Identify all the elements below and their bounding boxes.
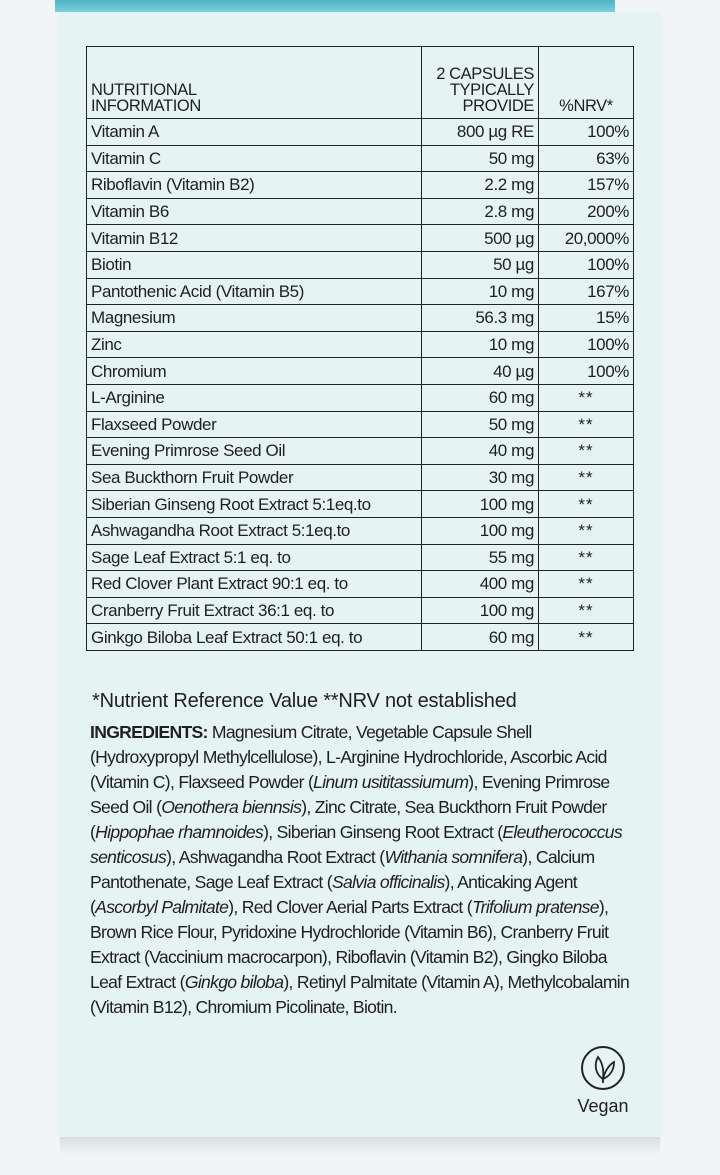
nutrient-name: Zinc [87, 331, 422, 358]
nutrient-nrv: ** [539, 597, 634, 624]
nutrient-name: Ashwagandha Root Extract 5:1eq.to [87, 517, 422, 544]
ingredients-label: INGREDIENTS: [90, 722, 208, 742]
table-row [87, 384, 634, 411]
table-row [87, 198, 634, 225]
nutrient-nrv: ** [539, 491, 634, 518]
nutrient-name: Flaxseed Powder [87, 411, 422, 438]
table-header-row [87, 47, 634, 119]
nutrient-name: Red Clover Plant Extract 90:1 eq. to [87, 571, 422, 598]
nutrient-nrv: ** [539, 517, 634, 544]
ingredient-text: ), Calcium Pantothenate, Sage Leaf Extract ( [90, 847, 595, 892]
nutrient-amount: 800 µg RE [422, 119, 539, 146]
ingredient-text: ), Evening Primrose Seed Oil ( [90, 772, 610, 817]
nutrient-name: Chromium [87, 358, 422, 385]
nutrient-name: Vitamin C [87, 145, 422, 172]
nutrient-nrv: 200% [539, 198, 634, 225]
latin-name: Salvia officinalis [331, 872, 445, 892]
table-row [87, 172, 634, 199]
nutrient-amount: 400 mg [422, 571, 539, 598]
nutrient-nrv: 15% [539, 305, 634, 332]
latin-name: Linum usititassiumum [313, 772, 469, 792]
nutrient-name: Ginkgo Biloba Leaf Extract 50:1 eq. to [87, 624, 422, 651]
table-row [87, 145, 634, 172]
nutrient-amount: 50 mg [422, 411, 539, 438]
nutrition-table [86, 46, 634, 651]
ingredients-list [90, 722, 629, 1017]
table-row [87, 624, 634, 651]
nutrient-name: Magnesium [87, 305, 422, 332]
vegan-badge [568, 1046, 638, 1117]
nutrient-nrv: ** [539, 624, 634, 651]
nutrient-amount: 100 mg [422, 491, 539, 518]
nutrient-name: Biotin [87, 251, 422, 278]
vegan-label: Vegan [577, 1096, 629, 1116]
table-row [87, 225, 634, 252]
ingredient-text: ), Ashwagandha Root Extract ( [166, 847, 385, 867]
panel-shadow [60, 1137, 660, 1155]
ingredient-text: Magnesium Citrate, Vegetable Capsule Shell (Hydroxypropyl Methylcellulose), L-Arginine Hydrochloride, Ascorbic Acid (Vitamin C), Flaxseed Powder ( [90, 722, 607, 792]
table-row [87, 571, 634, 598]
nutrient-nrv: ** [539, 438, 634, 465]
latin-name: Ascorbyl Palmitate [95, 897, 229, 917]
latin-name: Withania somnifera [384, 847, 523, 867]
nutrient-amount: 40 mg [422, 438, 539, 465]
table-row [87, 278, 634, 305]
nutrient-amount: 56.3 mg [422, 305, 539, 332]
latin-name: Hippophae rhamnoides [95, 822, 264, 842]
table-row [87, 597, 634, 624]
ingredient-text: ), Zinc Citrate, Sea Buckthorn Fruit Powder ( [90, 797, 607, 842]
nutrient-nrv: 20,000% [539, 225, 634, 252]
nutrient-name: Pantothenic Acid (Vitamin B5) [87, 278, 422, 305]
latin-name: Eleutherococcus senticosus [90, 822, 622, 867]
nutrient-amount: 60 mg [422, 624, 539, 651]
nutrient-amount: 50 mg [422, 145, 539, 172]
nutrient-amount: 10 mg [422, 331, 539, 358]
nutrient-amount: 50 µg [422, 251, 539, 278]
nutrient-amount: 60 mg [422, 384, 539, 411]
ingredients-text [90, 720, 630, 1020]
table-row [87, 251, 634, 278]
vegan-leaf-icon [581, 1046, 625, 1090]
nutrient-nrv: ** [539, 384, 634, 411]
nutrient-nrv: ** [539, 411, 634, 438]
header-nrv: %NRV* [539, 47, 634, 119]
nutrient-amount: 40 µg [422, 358, 539, 385]
table-row [87, 491, 634, 518]
table-row [87, 517, 634, 544]
nutrient-amount: 30 mg [422, 464, 539, 491]
header-capsules-provide: 2 CAPSULES TYPICALLY PROVIDE [422, 47, 539, 119]
nutrient-name: Sea Buckthorn Fruit Powder [87, 464, 422, 491]
nutrient-nrv: 167% [539, 278, 634, 305]
table-row [87, 411, 634, 438]
nutrient-amount: 10 mg [422, 278, 539, 305]
table-body [87, 119, 634, 651]
nutrient-amount: 100 mg [422, 597, 539, 624]
nutrient-name: Evening Primrose Seed Oil [87, 438, 422, 465]
nutrient-amount: 100 mg [422, 517, 539, 544]
nutrient-nrv: 100% [539, 251, 634, 278]
nutrient-name: Riboflavin (Vitamin B2) [87, 172, 422, 199]
nutrient-name: Vitamin A [87, 119, 422, 146]
nutrient-name: Siberian Ginseng Root Extract 5:1eq.to [87, 491, 422, 518]
nutrient-name: Vitamin B12 [87, 225, 422, 252]
nutrient-nrv: 100% [539, 358, 634, 385]
nutrient-name: Vitamin B6 [87, 198, 422, 225]
nutrient-name: Sage Leaf Extract 5:1 eq. to [87, 544, 422, 571]
ingredient-text: ), Anticaking Agent ( [90, 872, 577, 917]
table-row [87, 119, 634, 146]
ingredient-text: ), Red Clover Aerial Parts Extract ( [228, 897, 472, 917]
nutrient-nrv: ** [539, 464, 634, 491]
ingredient-text: ), Retinyl Palmitate (Vitamin A), Methylcobalamin (Vitamin B12), Chromium Picolinate, Biotin. [90, 972, 630, 1017]
table-row [87, 464, 634, 491]
nutrient-name: L-Arginine [87, 384, 422, 411]
nutrient-amount: 500 µg [422, 225, 539, 252]
ingredient-text: ), Brown Rice Flour, Pyridoxine Hydrochloride (Vitamin B6), Cranberry Fruit Extract (Vaccinium macrocarpon), Riboflavin (Vitamin B2), Gingko Biloba Leaf Extract ( [90, 897, 609, 992]
nutrient-nrv: ** [539, 571, 634, 598]
nutrient-amount: 2.8 mg [422, 198, 539, 225]
nutrient-nrv: 100% [539, 331, 634, 358]
nutrient-name: Cranberry Fruit Extract 36:1 eq. to [87, 597, 422, 624]
header-nutritional-information: NUTRITIONAL INFORMATION [87, 47, 422, 119]
nutrient-nrv: 63% [539, 145, 634, 172]
ingredient-text: ), Siberian Ginseng Root Extract ( [263, 822, 503, 842]
nrv-footnote: *Nutrient Reference Value **NRV not established [92, 690, 517, 712]
nutrient-nrv: ** [539, 544, 634, 571]
table-row [87, 358, 634, 385]
nutrient-amount: 2.2 mg [422, 172, 539, 199]
box-top-edge [55, 0, 615, 12]
table-row [87, 544, 634, 571]
latin-name: Oenothera biennsis [161, 797, 302, 817]
nutrient-nrv: 157% [539, 172, 634, 199]
table-row [87, 331, 634, 358]
latin-name: Trifolium pratense [471, 897, 599, 917]
latin-name: Ginkgo biloba [184, 972, 284, 992]
nutrient-amount: 55 mg [422, 544, 539, 571]
table-row [87, 305, 634, 332]
table-row [87, 438, 634, 465]
nutrient-nrv: 100% [539, 119, 634, 146]
